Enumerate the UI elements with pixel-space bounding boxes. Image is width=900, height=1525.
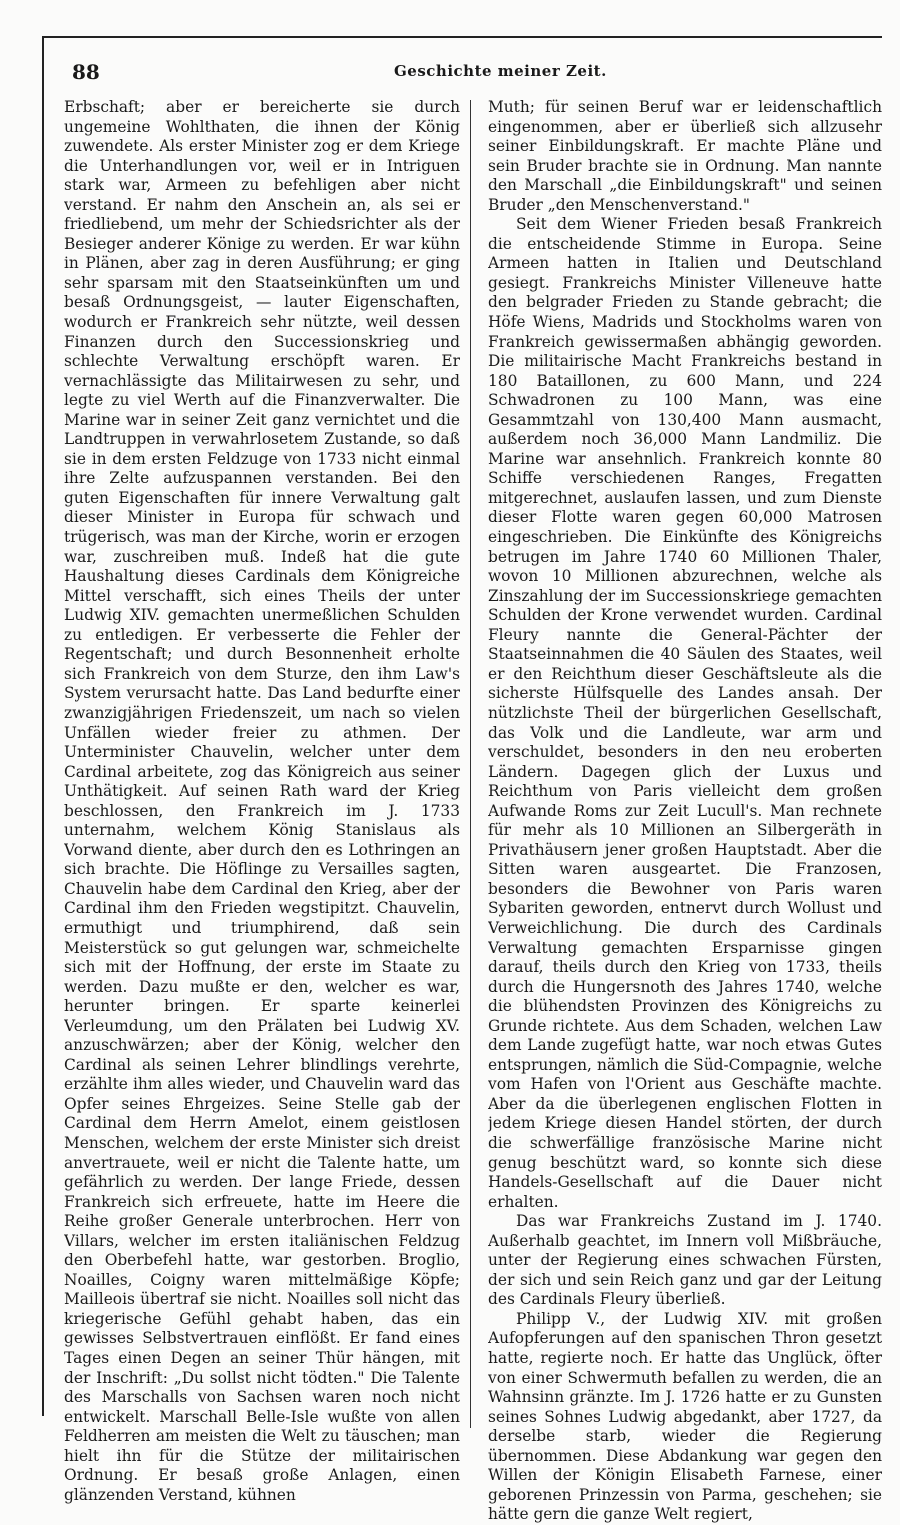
right-column: [488, 98, 882, 1525]
paragraph: Philipp V., der Ludwig XIV. mit großen Aufopferungen auf den spanischen Thron gesetzt hatte, regierte noch. Er hatte das Unglück, öfter von einer Schwermuth befallen zu werden, die an Wahnsinn gränzte. Im J. 1726 hatte er zu Gunsten seines Sohnes Ludwig abgedankt, aber 1727, da derselbe starb, wieder die Regierung übernommen. Diese Abdankung war gegen den Willen der Königin Elisabeth Farnese, einer geborenen Prinzessin von Parma, geschehen; sie hätte gern die ganze Welt regiert,: [488, 1309, 882, 1524]
paragraph: Erbschaft; aber er bereicherte sie durch ungemeine Wohlthaten, die ihnen der König zuwendete. Als erster Minister zog er dem Kriege die Unterhandlungen vor, weil er in Intriguen stark war, Armeen zu befehligen aber nicht verstand. Er nahm den Anschein an, als sei er friedliebend, um mehr der Schiedsrichter als der Besieger anderer Könige zu werden. Er war kühn in Plänen, aber zag in deren Ausführung; er ging sehr sparsam mit den Staatseinkünften um und besaß Ordnungsgeist, — lauter Eigenschaften, wodurch er Frankreich sehr nützte, weil dessen Finanzen durch den Successionskrieg und schlechte Verwaltung erschöpft waren. Er vernachlässigte das Militairwesen zu sehr, und legte zu viel Werth auf die Finanzverwalter. Die Marine war in seiner Zeit ganz vernichtet und die Landtruppen in verwahrlosetem Zustande, so daß sie in dem ersten Feldzuge von 1733 nicht einmal ihre Zelte aufzuspannen verstanden. Bei den guten Eigenschaften für innere Verwaltung galt dieser Minister in Europa für schwach und trügerisch, was man der Kirche, worin er erzogen war, zuschreiben muß. Indeß hat die gute Haushaltung dieses Cardinals dem Königreiche Mittel verschafft, sich eines Theils der unter Ludwig XIV. gemachten unermeßlichen Schulden zu entledigen. Er verbesserte die Fehler der Regentschaft; und durch Besonnenheit erholte sich Frankreich von dem Sturze, den ihm Law's System verursacht hatte. Das Land bedurfte einer zwanzigjährigen Friedenszeit, um nach so vielen Unfällen wieder freier zu athmen. Der Unterminister Chauvelin, welcher unter dem Cardinal arbeitete, zog das Königreich aus seiner Unthätigkeit. Auf seinen Rath ward der Krieg beschlossen, den Frankreich im J. 1733 unternahm, welchem König Stanislaus als Vorwand diente, aber durch den es Lothringen an sich brachte. Die Höflinge zu Versailles sagten, Chauvelin habe dem Cardinal den Krieg, aber der Cardinal ihm den Frieden wegstipitzt. Chauvelin, ermuthigt und triumphirend, daß sein Meisterstück so gut gelungen war, schmeichelte sich mit der Hoffnung, der erste im Staate zu werden. Dazu mußte er den, welcher es war, herunter bringen. Er sparte keinerlei Verleumdung, um den Prälaten bei Ludwig XV. anzuschwärzen; aber der König, welcher den Cardinal als seinen Lehrer blindlings verehrte, erzählte ihm alles wieder, und Chauvelin ward das Opfer seines Ehrgeizes. Seine Stelle gab der Cardinal dem Herrn Amelot, einem geistlosen Menschen, welchem der erste Minister sich dreist anvertrauete, weil er nicht die Talente hatte, um gefährlich zu werden. Der lange Friede, dessen Frankreich sich erfreuete, hatte im Heere die Reihe großer Generale unterbrochen. Herr von Villars, welcher im ersten italiänischen Feldzug den Oberbefehl hatte, war gestorben. Broglio, Noailles, Coigny waren mittelmäßige Köpfe; Mailleois übertraf sie nicht. Noailles soll nicht das kriegerische Gefühl gehabt haben, das ein gewisses Selbstvertrauen einflößt. Er fand eines Tages einen Degen an seiner Thür hängen, mit der Inschrift: „Du sollst nicht tödten." Die Talente des Marschalls von Sachsen waren noch nicht entwickelt. Marschall Belle-Isle wußte von allen Feldherren am meisten die Welt zu täuschen; man hielt ihn für die Stütze der militairischen Ordnung. Er besaß große Anlagen, einen glänzenden Verstand, kühnen: [64, 98, 460, 1504]
page-header: [54, 50, 874, 88]
left-column: [64, 98, 460, 1505]
paragraph: Muth; für seinen Beruf war er leidenschaftlich eingenommen, aber er überließ sich allzusehr seiner Einbildungskraft. Er machte Pläne und sein Bruder brachte sie in Ordnung. Man nannte den Marschall „die Einbildungskraft" und seinen Bruder „den Menschenverstand.": [488, 98, 882, 214]
page-frame: [42, 36, 882, 1524]
paragraph: Seit dem Wiener Frieden besaß Frankreich die entscheidende Stimme in Europa. Seine Armeen hatten in Italien und Deutschland gesiegt. Frankreichs Minister Villeneuve hatte den belgrader Frieden zu Stande gebracht; die Höfe Wiens, Madrids und Stockholms waren von Frankreich gewissermaßen abhängig geworden. Die militairische Macht Frankreichs bestand in 180 Bataillonen, zu 600 Mann, und 224 Schwadronen zu 100 Mann, was eine Gesammtzahl von 130,400 Mann ausmacht, außerdem noch 36,000 Mann Landmiliz. Die Marine war ansehnlich. Frankreich konnte 80 Schiffe verschiedenen Ranges, Fregatten mitgerechnet, auslaufen lassen, und zum Dienste dieser Flotte waren gegen 60,000 Matrosen eingeschrieben. Die Einkünfte des Königreichs betrugen im Jahre 1740 60 Millionen Thaler, wovon 10 Millionen abzurechnen, welche als Zinszahlung der im Successionskriege gemachten Schulden der Krone verwendet wurden. Cardinal Fleury nannte die General-Pächter der Staatseinnahmen die 40 Säulen des Staates, weil er den Reichthum dieser Geschäftsleute als die sicherste Hülfsquelle des Landes ansah. Der nützlichste Theil der bürgerlichen Gesellschaft, das Volk und die Landleute, war arm und verschuldet, besonders in den neu eroberten Ländern. Dagegen glich der Luxus und Reichthum von Paris vielleicht dem großen Aufwande Roms zur Zeit Lucull's. Man rechnete für mehr als 10 Millionen an Silbergeräth in Privathäusern jener großen Hauptstadt. Aber die Sitten waren ausgeartet. Die Franzosen, besonders die Bewohner von Paris waren Sybariten geworden, entnervt durch Wollust und Verweichlichung. Die durch des Cardinals Verwaltung gemachten Ersparnisse gingen darauf, theils durch den Krieg von 1733, theils durch die Hungersnoth des Jahres 1740, welche die blühendsten Provinzen des Königreichs zu Grunde richtete. Aus dem Schaden, welchen Law dem Lande zugefügt hatte, war noch etwas Gutes entsprungen, nämlich die Süd-Compagnie, welche vom Hafen von l'Orient aus Geschäfte machte. Aber da die überlegenen englischen Flotten in jedem Kriege diesen Handel störten, der durch die schwerfällige französische Marine nicht genug beschützt ward, so konnte sich diese Handels-Gesellschaft auf die Dauer nicht erhalten.: [488, 215, 882, 1211]
column-divider: [470, 100, 471, 1428]
running-title: Geschichte meiner Zeit.: [394, 62, 607, 80]
page-number: 88: [72, 60, 100, 84]
paragraph: Das war Frankreichs Zustand im J. 1740. Außerhalb geachtet, im Innern voll Mißbräuche, unter der Regierung eines schwachen Fürsten, der sich und sein Reich ganz und gar der Leitung des Cardinals Fleury überließ.: [488, 1212, 882, 1309]
